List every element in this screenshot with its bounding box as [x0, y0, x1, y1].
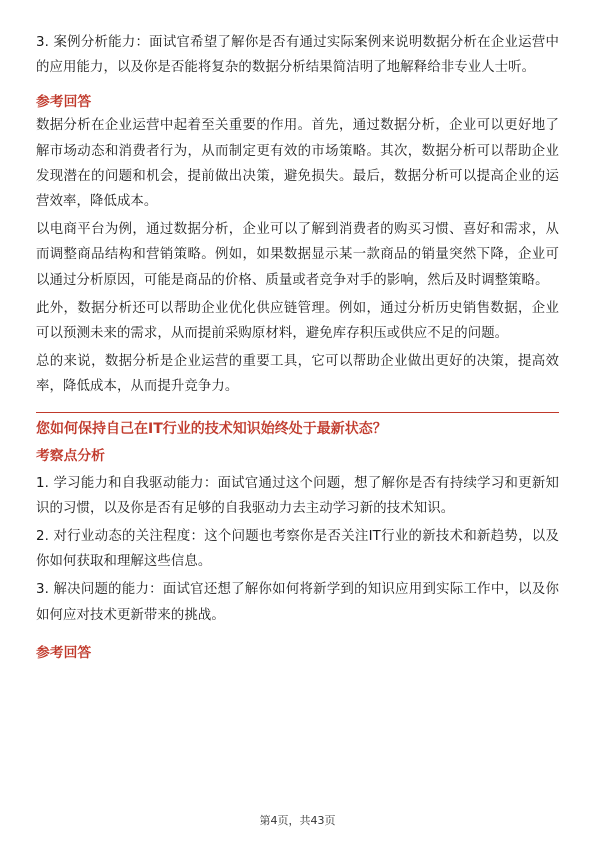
analysis-heading: 考察点分析: [36, 447, 105, 464]
section-divider: [36, 412, 559, 413]
analysis-item-1: 1. 学习能力和自我驱动能力：面试官通过这个问题，想了解你是否有持续学习和更新知识的习惯，以及你是否有足够的自我驱动力去主动学习新的技术知识。: [36, 475, 559, 516]
answer1-paragraph-3: 此外，数据分析还可以帮助企业优化供应链管理。例如，通过分析历史销售数据，企业可以预测未来的需求，从而提前采购原材料，避免库存积压或供应不足的问题。: [36, 300, 559, 342]
intro-item: 3. 案例分析能力：面试官希望了解你是否有通过实际案例来说明数据分析在企业运营中的应用能力，以及你是否能将复杂的数据分析结果简洁明了地解释给非专业人士听。: [36, 35, 559, 76]
document-page: [36, 30, 559, 664]
answer1-paragraph-2: 以电商平台为例，通过数据分析，企业可以了解到消费者的购买习惯、喜好和需求，从而调整商品结构和营销策略。例如，如果数据显示某一款商品的销量突然下降，企业可以通过分析原因，可能是商品的价格、质量或者竞争对手的影响，然后及时调整策略。: [36, 222, 559, 288]
page-footer: 第4页，共43页: [259, 814, 336, 827]
analysis-item-2: 2. 对行业动态的关注程度：这个问题也考察你是否关注IT行业的新技术和新趋势，以及你如何获取和理解这些信息。: [36, 529, 559, 570]
analysis-item-3: 3. 解决问题的能力：面试官还想了解你如何将新学到的知识应用到实际工作中，以及你如何应对技术更新带来的挑战。: [36, 582, 559, 623]
answer1-paragraph-4: 总的来说，数据分析是企业运营的重要工具，它可以帮助企业做出更好的决策，提高效率，降低成本，从而提升竞争力。: [36, 354, 559, 395]
answer2-heading: 参考回答: [36, 644, 92, 661]
answer1-paragraph-1: 数据分析在企业运营中起着至关重要的作用。首先，通过数据分析，企业可以更好地了解市场动态和消费者行为，从而制定更有效的市场策略。其次，数据分析可以帮助企业发现潜在的问题和机会，提前做出决策，避免损失。最后，数据分析可以提高企业的运营效率，降低成本。: [36, 118, 559, 210]
question-title: 您如何保持自己在IT行业的技术知识始终处于最新状态？: [36, 420, 387, 437]
answer1-heading: 参考回答: [36, 94, 92, 111]
